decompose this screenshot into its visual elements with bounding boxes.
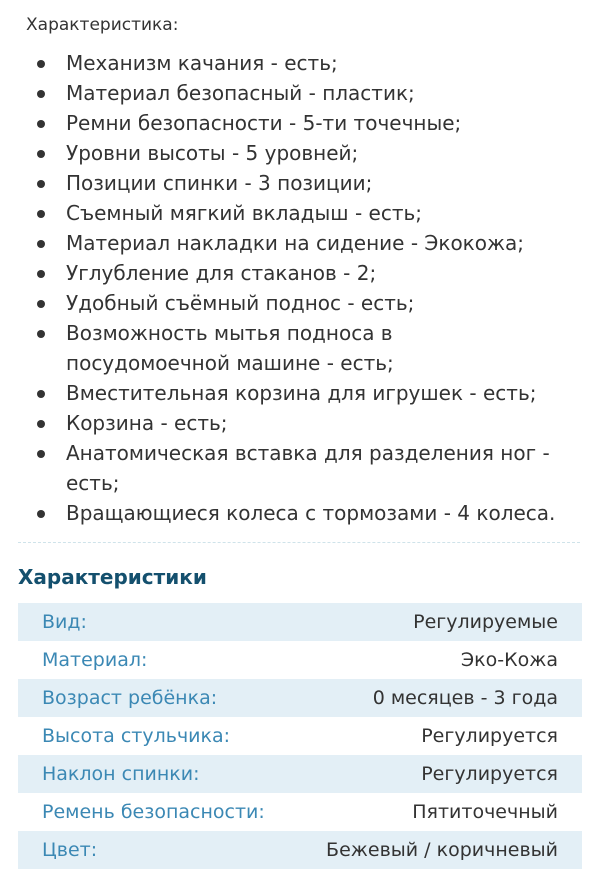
specs-table	[18, 603, 582, 869]
spec-value: Бежевый / коричневый	[326, 839, 558, 861]
spec-row-backrest	[18, 755, 582, 793]
feature-item: Уровни высоты - 5 уровней;	[0, 138, 600, 168]
feature-item: Корзина - есть;	[0, 408, 600, 438]
feature-item: Механизм качания - есть;	[0, 48, 600, 78]
spec-label: Цвет:	[42, 839, 98, 861]
spec-label: Высота стульчика:	[42, 725, 231, 747]
spec-value: Регулируется	[421, 725, 558, 747]
spec-row-height	[18, 717, 582, 755]
spec-value: 0 месяцев - 3 года	[372, 687, 558, 709]
spec-value: Регулируется	[421, 763, 558, 785]
spec-label: Наклон спинки:	[42, 763, 200, 785]
spec-row-type	[18, 603, 582, 641]
spec-row-seat-belt	[18, 793, 582, 831]
specs-heading: Характеристики	[18, 565, 207, 589]
feature-item: Материал накладки на сидение - Экокожа;	[0, 228, 600, 258]
feature-item: Углубление для стаканов - 2;	[0, 258, 600, 288]
description-title: Характеристика:	[26, 15, 179, 35]
spec-label: Материал:	[42, 649, 148, 671]
spec-row-color	[18, 831, 582, 869]
feature-item: Удобный съёмный поднос - есть;	[0, 288, 600, 318]
feature-item: Позиции спинки - 3 позиции;	[0, 168, 600, 198]
spec-label: Ремень безопасности:	[42, 801, 265, 823]
feature-item: Съемный мягкий вкладыш - есть;	[0, 198, 600, 228]
spec-value: Регулируемые	[413, 611, 558, 633]
spec-value: Пятиточечный	[412, 801, 558, 823]
feature-item: Материал безопасный - пластик;	[0, 78, 600, 108]
spec-value: Эко-Кожа	[460, 649, 558, 671]
feature-item: Вместительная корзина для игрушек - есть;	[0, 378, 600, 408]
feature-item: Вращающиеся колеса с тормозами - 4 колеса.	[0, 498, 600, 528]
spec-label: Вид:	[42, 611, 87, 633]
spec-row-age	[18, 679, 582, 717]
feature-item: Ремни безопасности - 5-ти точечные;	[0, 108, 600, 138]
feature-item: Анатомическая вставка для разделения ног - есть;	[0, 438, 600, 498]
feature-list	[0, 48, 600, 528]
spec-row-material	[18, 641, 582, 679]
spec-label: Возраст ребёнка:	[42, 687, 218, 709]
feature-item: Возможность мытья подноса в посудомоечной машине - есть;	[0, 318, 600, 378]
section-divider	[18, 542, 580, 543]
